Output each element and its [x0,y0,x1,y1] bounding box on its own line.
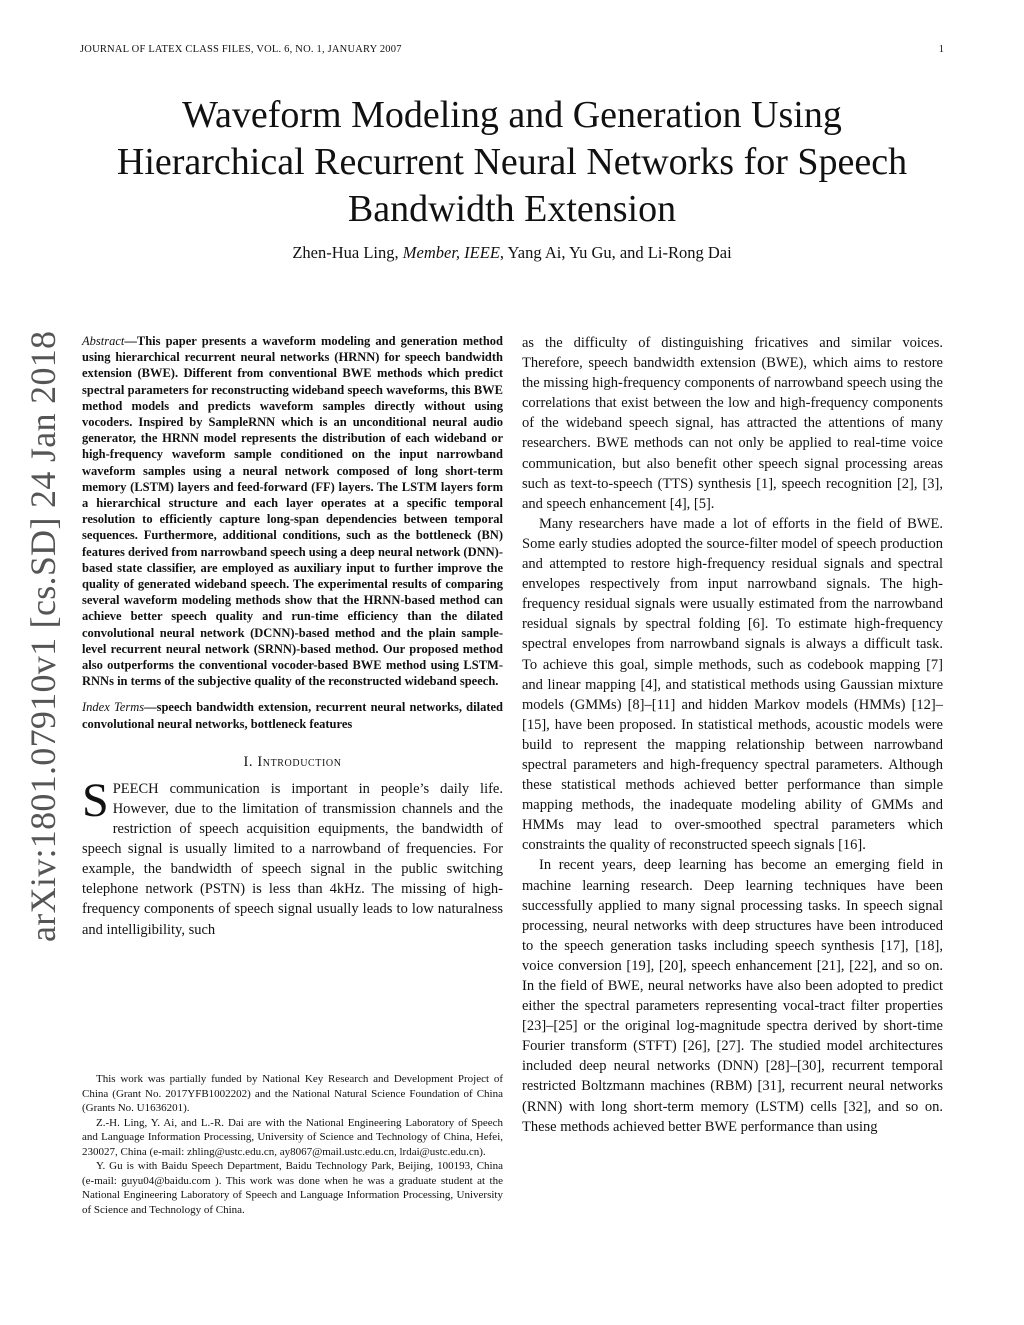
arxiv-sidebar-stamp: arXiv:1801.07910v1 [cs.SD] 24 Jan 2018 [23,330,63,942]
footnote-affiliation-ustc: Z.-H. Ling, Y. Ai, and L.-R. Dai are with the National Engineering Laboratory of Speech and Language Information Processing, University of Science and Technology of China, Hefei, 230027, China (e-mail: zhling@ustc.edu.cn, ay8067@mail.ustc.edu.cn, lrdai@ustc.edu.cn). [82,1116,503,1158]
intro-paragraph-1 [82,773,503,940]
index-terms-text: —speech bandwidth extension, recurrent neural networks, dilated convolutional neural networks, bottleneck features [82,700,503,731]
intro-text: communication is important in people’s daily life. However, due to the limitation of transmission channels and the restriction of speech acquisition equipments, the bandwidth of speech signal is usually limited to a narrowband of frequencies. For example, the bandwidth of speech signal in the public switching telephone network (PSTN) is less than 4kHz. The missing of high-frequency components of speech signal usually leads to low naturalness and intelligibility, such [82,780,503,938]
abstract-text: —This paper presents a waveform modeling and generation method using hierarchical recurrent neural networks (HRNN) for speech bandwidth extension (BWE). Different from conventional BWE methods which predict spectral parameters for reconstructing wideband speech waveforms, this BWE method models and predicts waveform samples directly without using vocoders. Inspired by SampleRNN which is an unconditional neural audio generator, the HRNN model represents the distribution of each wideband or high-frequency waveform sample conditioned on the input narrowband waveform samples using a neural network composed of long short-term memory (LSTM) layers and feed-forward (FF) layers. The LSTM layers form a hierarchical structure and each layer operates at a specific temporal resolution to efficiently capture long-span dependencies between temporal sequences. Furthermore, additional conditions, such as the bottleneck (BN) features derived from narrowband speech using a deep neural network (DNN)-based state classifier, are employed as auxiliary input to further improve the quality of generated wideband speech. The experimental results of comparing several waveform modeling methods show that the HRNN-based method can achieve better speech quality and run-time efficiency than the dilated convolutional neural network (DCNN)-based method and the plain sample-level recurrent neural network (SRNN)-based method. Our proposed method also outperforms the conventional vocoder-based BWE method using LSTM-RNNs in terms of the subjective quality of the reconstructed wideband speech. [82,334,503,689]
paper-title [60,92,964,233]
running-header: JOURNAL OF LATEX CLASS FILES, VOL. 6, NO. 1, JANUARY 2007 [80,44,402,55]
author-first: Zhen-Hua Ling, [292,243,403,262]
author-membership: Member, IEEE [402,243,500,262]
author-list [60,243,964,263]
abstract [82,333,503,689]
title-line-3: Bandwidth Extension [347,188,677,230]
index-terms-label: Index Terms [82,700,145,715]
intro-first-word: PEECH [112,780,159,797]
drop-cap: S [82,773,109,827]
right-paragraph-2: Many researchers have made a lot of efforts in the field of BWE. Some early studies adopted the source-filter model of speech production and attempted to restore high-frequency residual signals and spectral envelopes respectively from input narrowband signals. The high-frequency residual signals were usually estimated from the narrowband residual signals by spectral folding [6]. To estimate high-frequency spectral envelopes from narrowband signals is always a difficult task. To achieve this goal, simple methods, such as codebook mapping [7] and linear mapping [4], and statistical methods using Gaussian mixture models (GMMs) [8]–[11] and hidden Markov models (HMMs) [12]–[15], have been proposed. In statistical methods, acoustic models were build to represent the mapping relationship between narrowband spectral parameters and high-frequency spectral parameters. Although these statistical methods achieved better performance than simple mapping methods, the inadequate modeling ability of GMMs and HMMs may lead to over-smoothed spectral parameters which constraints the quality of reconstructed speech signals [16]. [522,515,943,854]
title-line-2: Hierarchical Recurrent Neural Networks for Speech [116,141,908,183]
right-paragraph-1: as the difficulty of distinguishing fricatives and similar voices. Therefore, speech bandwidth extension (BWE), which aims to restore the missing high-frequency components of narrowband speech using the correlations that exist between the low and high-frequency components of the wideband speech signal, has attracted the attentions of many researchers. BWE methods can not only be applied to real-time voice communication, but also benefit other speech signal processing areas such as text-to-speech (TTS) synthesis [1], speech recognition [2], [3], and speech enhancement [4], [5]. [522,335,943,512]
right-paragraph-3: In recent years, deep learning has become an emerging field in machine learning research. Deep learning techniques have been successfully applied to many signal processing tasks. In speech signal processing, neural networks with deep structures have been introduced to the speech generation tasks including speech synthesis [17], [18], voice conversion [19], [20], speech enhancement [21], [22], and so on. In the field of BWE, neural networks have also been adopted to predict either the spectral parameters representing vocal-tract filter properties [23]–[25] or the original log-magnitude spectra derived by short-time Fourier transform (STFT) [26], [27]. The studied model architectures included deep neural networks (DNN) [28]–[30], recurrent temporal restricted Boltzmann machines (RBM) [31], recurrent neural networks (RNN) with long short-term memory (LSTM) cells [32], and so on. These methods achieved better BWE performance than using [522,857,943,1135]
footnote-funding: This work was partially funded by National Key Research and Development Project of China (Grant No. 2017YFB1002202) and the National Natural Science Foundation of China (Grants No. U1636201). [82,1073,503,1114]
abstract-label: Abstract [82,334,125,348]
left-column [82,333,503,940]
footnotes [82,1072,503,1217]
right-column [522,333,943,1137]
index-terms [82,699,503,731]
page-number: 1 [938,44,944,55]
section-heading-introduction: I. Introduction [243,753,342,770]
author-rest: , Yang Ai, Yu Gu, and Li-Rong Dai [499,243,732,262]
title-line-1: Waveform Modeling and Generation Using [182,94,842,136]
footnote-affiliation-baidu: Y. Gu is with Baidu Speech Department, Baidu Technology Park, Beijing, 100193, China (e-mail: guyu04@baidu.com ). This work was done when he was a graduate student at the National Engineering Laboratory of Speech and Language Information Processing, University of Science and Technology of China. [82,1160,503,1216]
